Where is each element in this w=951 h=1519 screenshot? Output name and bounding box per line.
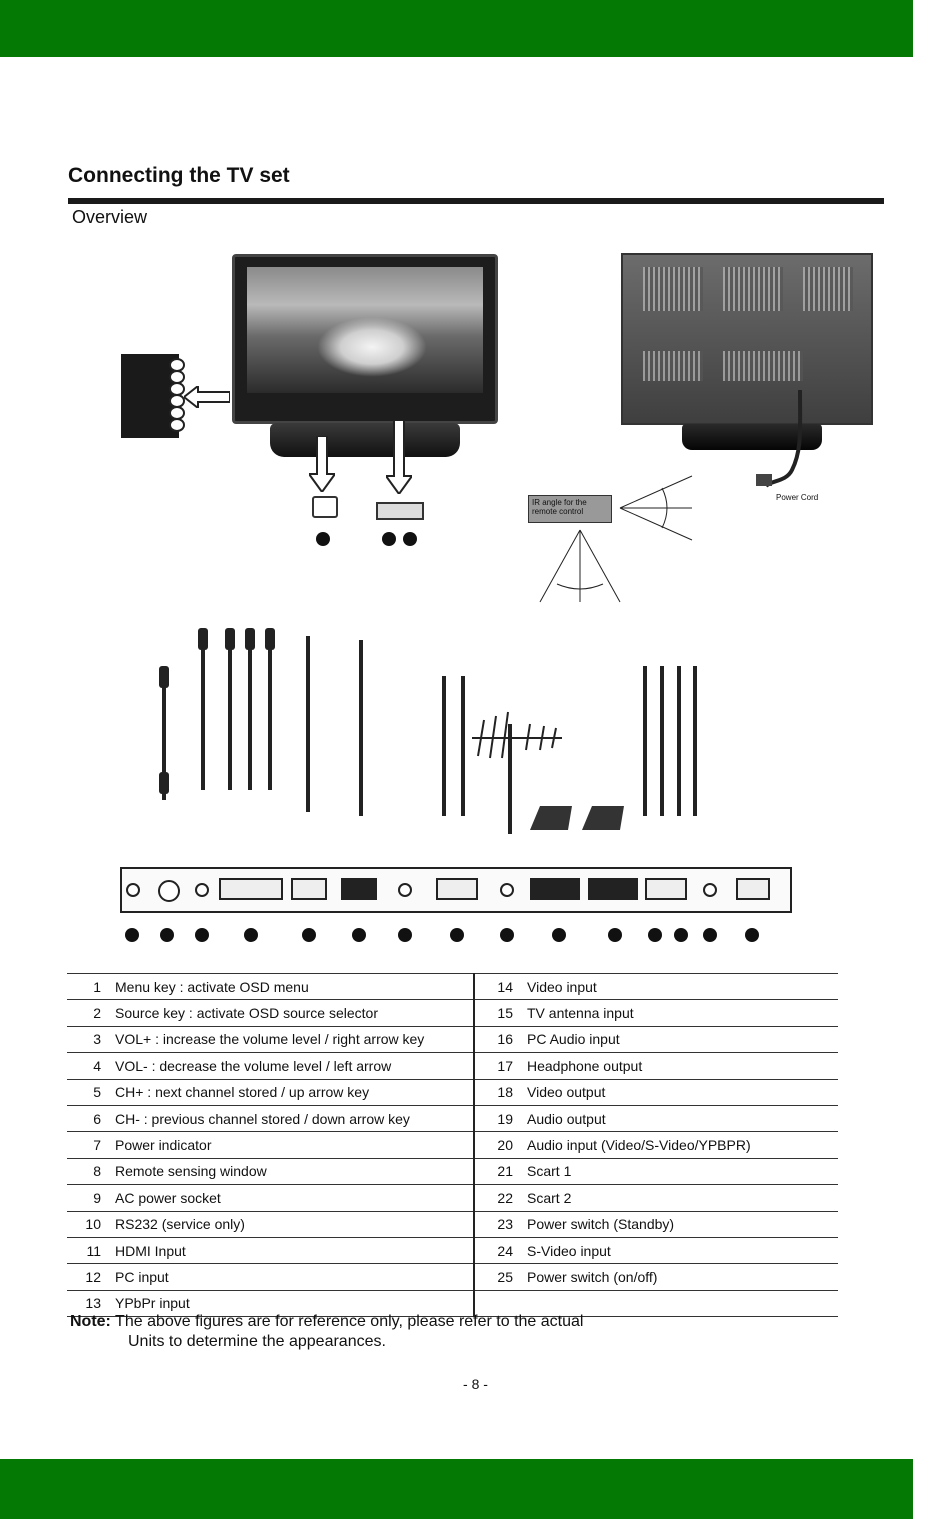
table-row — [67, 1053, 838, 1079]
item-description: Video input — [527, 974, 838, 1000]
item-description: Audio output — [527, 1105, 838, 1131]
item-number: 14 — [474, 974, 527, 1000]
power-switch-detail — [312, 496, 338, 518]
item-description: Remote sensing window — [115, 1158, 474, 1184]
item-description: Scart 1 — [527, 1158, 838, 1184]
cable — [461, 676, 465, 816]
side-keypad — [121, 354, 179, 438]
item-number: 3 — [67, 1026, 115, 1052]
cable — [201, 630, 205, 790]
item-number: 23 — [474, 1211, 527, 1237]
table-row — [67, 1237, 838, 1263]
item-number: 19 — [474, 1105, 527, 1131]
item-number: 15 — [474, 1000, 527, 1026]
item-number: 12 — [67, 1264, 115, 1290]
section-title: Connecting the TV set — [68, 164, 290, 187]
page-number: - 8 - — [463, 1376, 488, 1392]
cable-plug — [159, 772, 169, 794]
item-description: Power indicator — [115, 1132, 474, 1158]
vent-grille — [723, 267, 783, 311]
scart2-port — [588, 878, 638, 900]
svideo-port — [158, 880, 180, 902]
item-description: Video output — [527, 1079, 838, 1105]
item-number: 9 — [67, 1185, 115, 1211]
item-number: 7 — [67, 1132, 115, 1158]
callout-number — [302, 928, 316, 942]
antenna-icon — [470, 710, 564, 760]
callout-number — [674, 928, 688, 942]
hdmi-port — [291, 878, 327, 900]
item-number: 17 — [474, 1053, 527, 1079]
table-row — [67, 1079, 838, 1105]
item-number: 4 — [67, 1053, 115, 1079]
callout-number — [398, 928, 412, 942]
av-out-ports — [645, 878, 687, 900]
cable-plug — [245, 628, 255, 650]
item-number: 6 — [67, 1105, 115, 1131]
item-description: Power switch (on/off) — [527, 1264, 838, 1290]
item-description: Power switch (Standby) — [527, 1211, 838, 1237]
callout-number — [125, 928, 139, 942]
callout-number — [160, 928, 174, 942]
headphone-port — [703, 883, 717, 897]
tv-stand — [270, 423, 460, 457]
note-label: Note: — [70, 1313, 111, 1330]
table-row — [67, 1000, 838, 1026]
table-row — [67, 1185, 838, 1211]
ir-angle-diagram-horizontal — [612, 470, 702, 550]
item-description: Audio input (Video/S-Video/YPBPR) — [527, 1132, 838, 1158]
item-description: YPbPr input — [115, 1290, 474, 1316]
item-number: 25 — [474, 1264, 527, 1290]
cable — [643, 666, 647, 816]
item-description: VOL- : decrease the volume level / left arrow — [115, 1053, 474, 1079]
subtitle: Overview — [72, 207, 148, 227]
antenna-port — [500, 883, 514, 897]
item-number: 11 — [67, 1237, 115, 1263]
item-number: 18 — [474, 1079, 527, 1105]
video-port — [195, 883, 209, 897]
item-number: 20 — [474, 1132, 527, 1158]
scart-plug-icon — [528, 800, 628, 836]
vga-cable — [359, 640, 363, 816]
audio-in-ports — [436, 878, 478, 900]
tv-back-view — [621, 253, 873, 425]
tv-screen — [247, 267, 483, 393]
vent-grille — [723, 351, 803, 381]
item-number: 13 — [67, 1290, 115, 1316]
callout-number — [403, 532, 417, 546]
footer-bar — [0, 1459, 913, 1519]
item-description: Headphone output — [527, 1053, 838, 1079]
connector-legend-table — [67, 973, 838, 1317]
table-row — [67, 1264, 838, 1290]
item-description: Scart 2 — [527, 1185, 838, 1211]
callout-number — [450, 928, 464, 942]
cable — [228, 630, 232, 790]
note-line2: Units to determine the appearances. — [128, 1333, 386, 1350]
item-description: RS232 (service only) — [115, 1211, 474, 1237]
pc-audio-port — [398, 883, 412, 897]
table-row — [67, 1105, 838, 1131]
item-number: 2 — [67, 1000, 115, 1026]
callout-number — [745, 928, 759, 942]
callout-number — [316, 532, 330, 546]
ir-angle-diagram-vertical — [535, 528, 625, 612]
item-description: Menu key : activate OSD menu — [115, 974, 474, 1000]
note-line1: The above figures are for reference only, please refer to the actual — [115, 1313, 584, 1330]
item-description: CH+ : next channel stored / up arrow key — [115, 1079, 474, 1105]
item-number: 21 — [474, 1158, 527, 1184]
cable — [660, 666, 664, 816]
table-row — [67, 1158, 838, 1184]
callout-number — [552, 928, 566, 942]
cable-plug — [198, 628, 208, 650]
item-description: TV antenna input — [527, 1000, 838, 1026]
item-number: 24 — [474, 1237, 527, 1263]
cable — [693, 666, 697, 816]
item-description: HDMI Input — [115, 1237, 474, 1263]
cable — [677, 666, 681, 816]
rs232-port — [126, 883, 140, 897]
vent-grille — [643, 351, 703, 381]
arrow-left-icon — [184, 386, 230, 408]
power-cord-icon — [752, 390, 812, 490]
vga-port — [341, 878, 377, 900]
item-description: S-Video input — [527, 1237, 838, 1263]
item-description: CH- : previous channel stored / down arrow key — [115, 1105, 474, 1131]
key-dot — [169, 418, 185, 432]
callout-number — [648, 928, 662, 942]
item-description: AC power socket — [115, 1185, 474, 1211]
vent-grille — [643, 267, 703, 311]
table-row — [67, 1026, 838, 1052]
callout-number — [608, 928, 622, 942]
callout-number — [244, 928, 258, 942]
title-rule — [68, 198, 884, 204]
tv-front-view — [232, 254, 498, 424]
item-number: 5 — [67, 1079, 115, 1105]
arrow-down-icon — [309, 436, 335, 492]
item-description: PC input — [115, 1264, 474, 1290]
cable — [248, 630, 252, 790]
header-bar — [0, 0, 913, 57]
callout-number — [382, 532, 396, 546]
sensor-window-detail — [376, 502, 424, 520]
hdmi-cable — [306, 636, 310, 812]
callout-number — [352, 928, 366, 942]
power-cord-label: Power Cord — [776, 493, 819, 502]
item-number: 8 — [67, 1158, 115, 1184]
ac-socket — [736, 878, 770, 900]
item-number: 22 — [474, 1185, 527, 1211]
note — [70, 1312, 583, 1352]
callout-number — [500, 928, 514, 942]
arrow-down-icon — [386, 420, 412, 494]
cable — [442, 676, 446, 816]
cable — [268, 630, 272, 790]
item-description: VOL+ : increase the volume level / right arrow key — [115, 1026, 474, 1052]
ir-angle-label: IR angle for the remote control — [528, 495, 612, 523]
item-number: 10 — [67, 1211, 115, 1237]
cable-plug — [159, 666, 169, 688]
item-number: 16 — [474, 1026, 527, 1052]
cable-plug — [265, 628, 275, 650]
table-row — [67, 1211, 838, 1237]
ypbpr-ports — [219, 878, 283, 900]
item-number: 1 — [67, 974, 115, 1000]
cable-plug — [225, 628, 235, 650]
table-row — [67, 974, 838, 1000]
item-description: Source key : activate OSD source selector — [115, 1000, 474, 1026]
wave-image — [317, 317, 427, 377]
item-description: PC Audio input — [527, 1026, 838, 1052]
scart1-port — [530, 878, 580, 900]
table-row — [67, 1132, 838, 1158]
callout-number — [703, 928, 717, 942]
callout-number — [195, 928, 209, 942]
vent-grille — [803, 267, 853, 311]
